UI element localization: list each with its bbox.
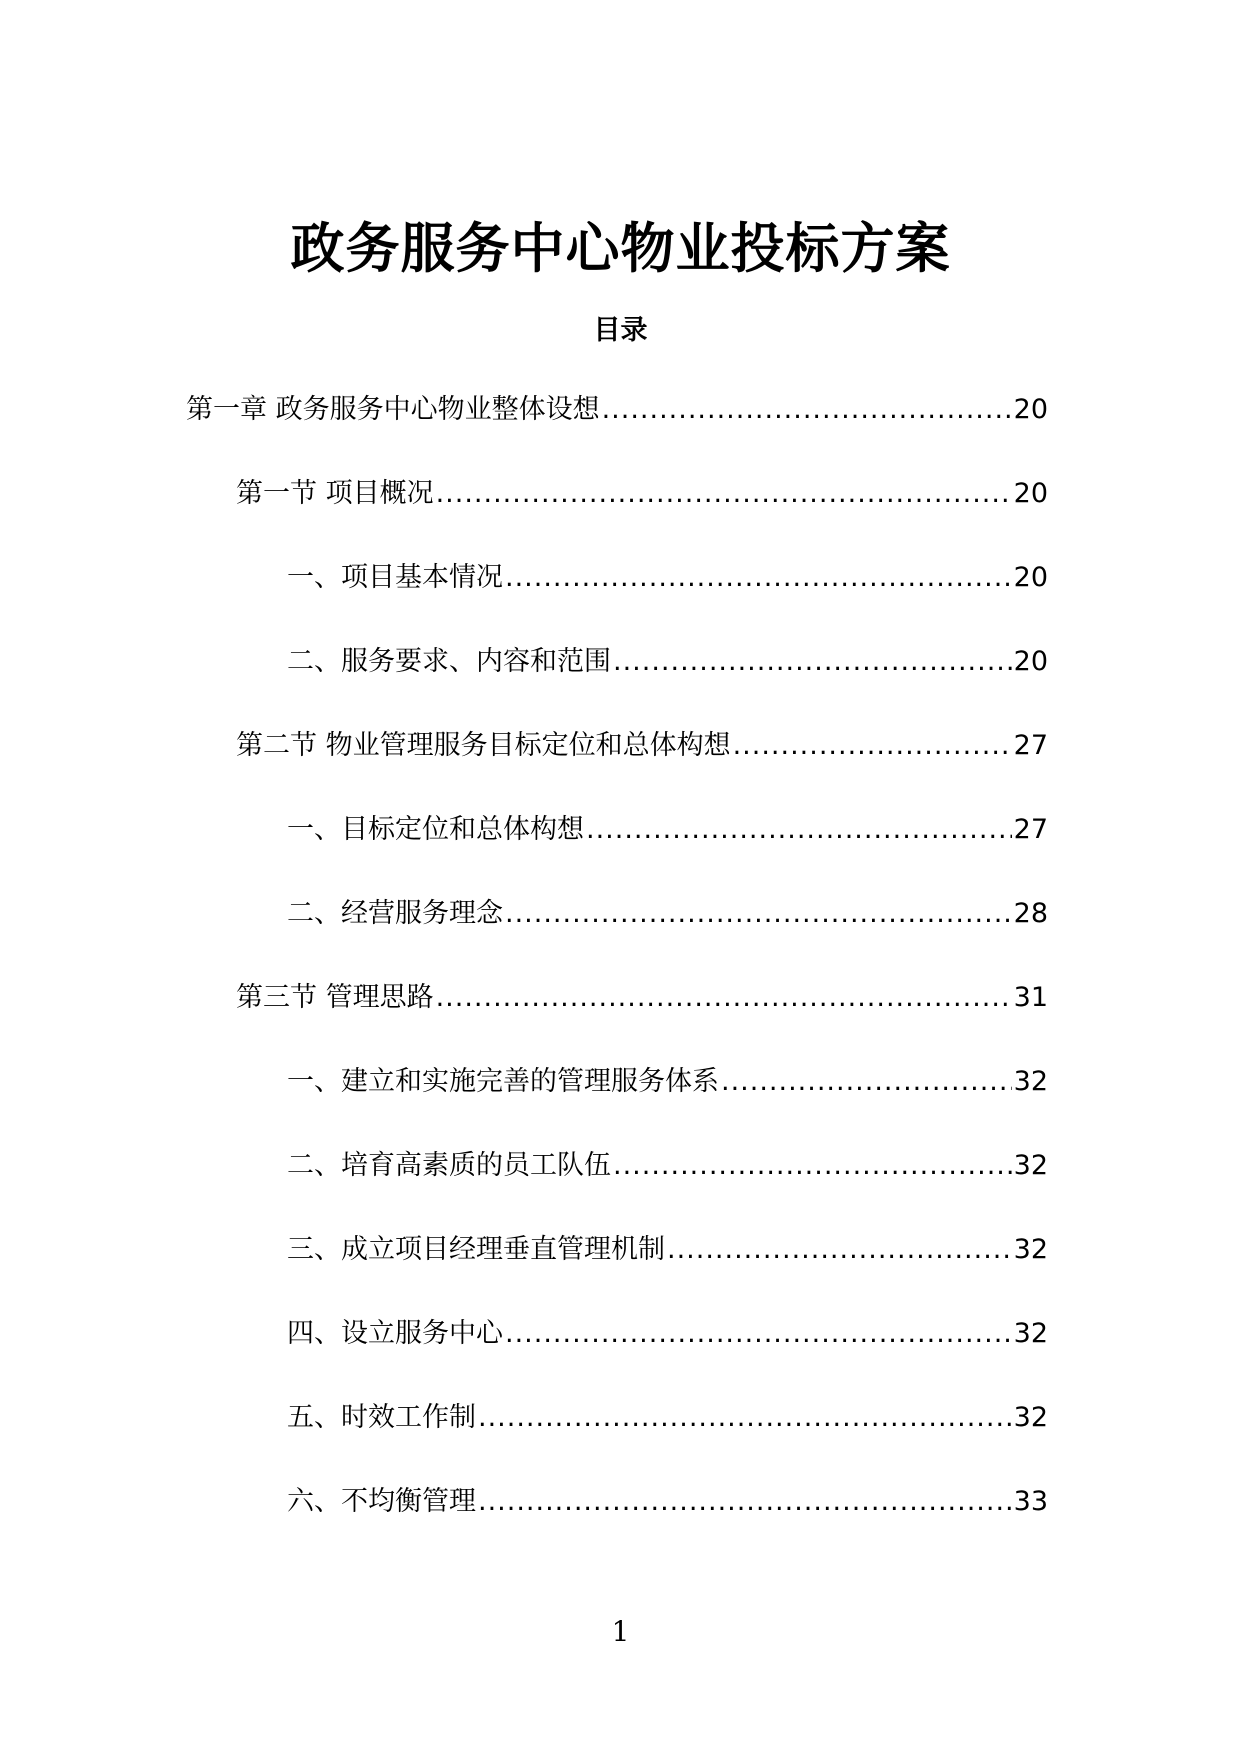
toc-entry-page: 32 (1013, 1318, 1048, 1349)
toc-entry-label: 三、成立项目经理垂直管理机制 (287, 1234, 665, 1265)
toc-entry-page: 20 (1013, 394, 1048, 425)
toc-dot-leader (478, 1398, 1012, 1438)
toc-heading: 目录 (593, 315, 648, 346)
toc-entry[interactable] (0, 1062, 1241, 1146)
toc-entry-page: 27 (1013, 814, 1048, 845)
toc-entry[interactable] (0, 978, 1241, 1062)
toc-dot-leader (505, 1314, 1012, 1354)
toc-entry-label: 五、时效工作制 (287, 1402, 476, 1433)
toc-entry-page: 32 (1013, 1402, 1048, 1433)
toc-entry-page: 20 (1013, 478, 1048, 509)
toc-entry[interactable] (0, 1482, 1241, 1566)
toc-entry-page: 33 (1013, 1486, 1048, 1517)
toc-entry-label: 第一节 项目概况 (236, 478, 434, 509)
toc-entry[interactable] (0, 558, 1241, 642)
toc-entry-page: 32 (1013, 1234, 1048, 1265)
toc-entry-page: 20 (1013, 562, 1048, 593)
toc-dot-leader (586, 810, 1012, 850)
toc-entry-label: 二、培育高素质的员工队伍 (287, 1150, 611, 1181)
toc-dot-leader (667, 1230, 1012, 1270)
toc-entry[interactable] (0, 726, 1241, 810)
toc-dot-leader (613, 1146, 1012, 1186)
toc-entry[interactable] (0, 1398, 1241, 1482)
toc-dot-leader (478, 1482, 1012, 1522)
toc-dot-leader (613, 642, 1012, 682)
toc-entry-label: 二、服务要求、内容和范围 (287, 646, 611, 677)
toc-dot-leader (505, 894, 1012, 934)
toc-entry-page: 31 (1013, 982, 1048, 1013)
toc-entry-label: 一、项目基本情况 (287, 562, 503, 593)
toc-entry-label: 六、不均衡管理 (287, 1486, 476, 1517)
table-of-contents (0, 390, 1241, 1566)
toc-entry-label: 第二节 物业管理服务目标定位和总体构想 (236, 730, 731, 761)
toc-entry[interactable] (0, 390, 1241, 474)
toc-entry-label: 四、设立服务中心 (287, 1318, 503, 1349)
toc-entry-page: 20 (1013, 646, 1048, 677)
toc-entry-label: 第一章 政务服务中心物业整体设想 (186, 394, 600, 425)
toc-entry[interactable] (0, 474, 1241, 558)
toc-dot-leader (721, 1062, 1012, 1102)
toc-entry-page: 32 (1013, 1150, 1048, 1181)
toc-entry[interactable] (0, 1314, 1241, 1398)
toc-entry[interactable] (0, 894, 1241, 978)
toc-entry-page: 28 (1013, 898, 1048, 929)
toc-entry-label: 第三节 管理思路 (236, 982, 434, 1013)
toc-entry[interactable] (0, 810, 1241, 894)
page-number: 1 (611, 1615, 630, 1648)
toc-dot-leader (436, 474, 1012, 514)
toc-dot-leader (602, 390, 1012, 430)
toc-entry[interactable] (0, 642, 1241, 726)
toc-entry[interactable] (0, 1230, 1241, 1314)
toc-entry-label: 一、目标定位和总体构想 (287, 814, 584, 845)
document-title: 政务服务中心物业投标方案 (290, 217, 951, 281)
toc-entry[interactable] (0, 1146, 1241, 1230)
toc-entry-label: 一、建立和实施完善的管理服务体系 (287, 1066, 719, 1097)
toc-entry-page: 32 (1013, 1066, 1048, 1097)
toc-dot-leader (505, 558, 1012, 598)
toc-entry-page: 27 (1013, 730, 1048, 761)
toc-dot-leader (436, 978, 1012, 1018)
toc-dot-leader (733, 726, 1012, 766)
toc-entry-label: 二、经营服务理念 (287, 898, 503, 929)
